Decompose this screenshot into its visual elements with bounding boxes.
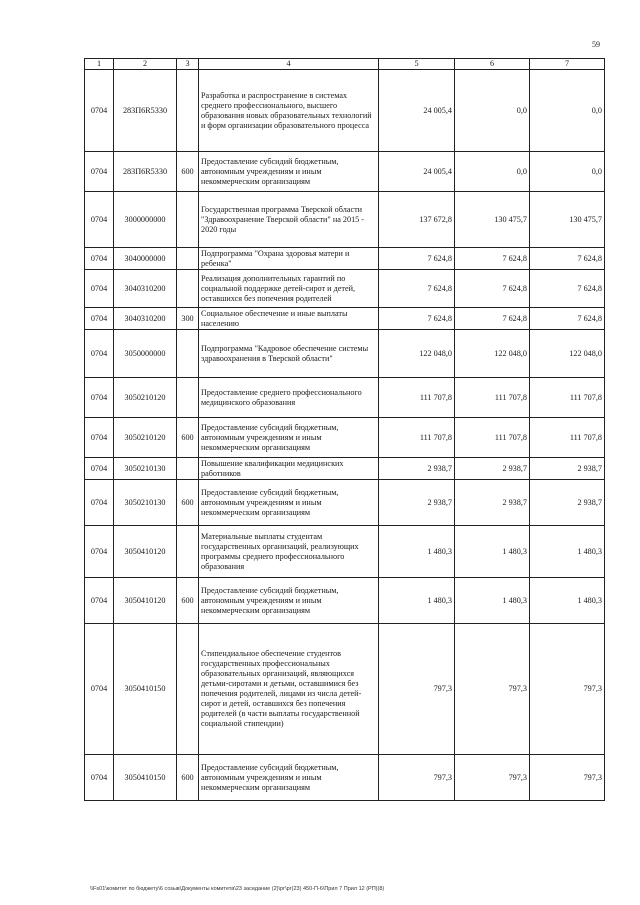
amount-cell: 797,3 <box>455 755 530 801</box>
table-header-row <box>85 59 605 70</box>
description-cell: Разработка и распространение в системах среднего профессионального, высшего образования новых образовательных технологий и форм организации образовательного процесса <box>199 70 379 152</box>
expense-type-cell: 600 <box>177 480 199 526</box>
amount-cell: 0,0 <box>455 70 530 152</box>
description-cell: Предоставление субсидий бюджетным, автономным учреждениям и иным некоммерческим организациям <box>199 755 379 801</box>
table-body <box>85 70 605 801</box>
amount-cell: 797,3 <box>530 755 605 801</box>
table-row <box>85 378 605 418</box>
section-cell: 0704 <box>85 70 114 152</box>
section-cell: 0704 <box>85 755 114 801</box>
table-row <box>85 70 605 152</box>
column-header: 5 <box>379 59 455 70</box>
expense-type-cell <box>177 330 199 378</box>
column-header: 7 <box>530 59 605 70</box>
amount-cell: 2 938,7 <box>530 458 605 480</box>
description-cell: Социальное обеспечение и иные выплаты населению <box>199 308 379 330</box>
budget-table <box>84 58 605 801</box>
expense-type-cell <box>177 70 199 152</box>
section-cell: 0704 <box>85 526 114 578</box>
table-row <box>85 578 605 624</box>
description-cell: Реализация дополнительных гарантий по социальной поддержке детей-сирот и детей, оставшихся без попечения родителей <box>199 270 379 308</box>
column-header: 2 <box>114 59 177 70</box>
amount-cell: 130 475,7 <box>530 192 605 248</box>
amount-cell: 122 048,0 <box>379 330 455 378</box>
column-header: 1 <box>85 59 114 70</box>
amount-cell: 2 938,7 <box>530 480 605 526</box>
code-cell: 3050410120 <box>114 578 177 624</box>
section-cell: 0704 <box>85 308 114 330</box>
amount-cell: 111 707,8 <box>530 378 605 418</box>
amount-cell: 111 707,8 <box>379 418 455 458</box>
amount-cell: 797,3 <box>379 755 455 801</box>
table-row <box>85 152 605 192</box>
table-row <box>85 624 605 755</box>
code-cell: 3000000000 <box>114 192 177 248</box>
amount-cell: 797,3 <box>530 624 605 755</box>
amount-cell: 111 707,8 <box>455 418 530 458</box>
section-cell: 0704 <box>85 192 114 248</box>
expense-type-cell <box>177 270 199 308</box>
amount-cell: 1 480,3 <box>530 578 605 624</box>
amount-cell: 7 624,8 <box>455 248 530 270</box>
description-cell: Стипендиальное обеспечение студентов государственных профессиональных образовательных организаций, являющихся детьми-сиротами и детьми, оставшимися без попечения родителей, лицами из числа детей-сирот и детей, оставшихся без попечения родителей (в части выплаты государственной социальной стипендии) <box>199 624 379 755</box>
description-cell: Государственная программа Тверской области "Здравоохранение Тверской области" на 2015 - 2020 годы <box>199 192 379 248</box>
description-cell: Предоставление субсидий бюджетным, автономным учреждениям и иным некоммерческим организациям <box>199 480 379 526</box>
amount-cell: 7 624,8 <box>455 270 530 308</box>
table-row <box>85 458 605 480</box>
expense-type-cell: 600 <box>177 418 199 458</box>
code-cell: 3050210120 <box>114 418 177 458</box>
amount-cell: 2 938,7 <box>379 480 455 526</box>
table-row <box>85 270 605 308</box>
section-cell: 0704 <box>85 248 114 270</box>
section-cell: 0704 <box>85 330 114 378</box>
amount-cell: 797,3 <box>379 624 455 755</box>
page-number: 59 <box>592 40 600 49</box>
file-path-footer: \\Fs01\комитет по бюджету\6 созыв\Документы комитета\23 заседание (2)\рг\рг(23) 450-П-6\Прил 7 Прил 12 (РП)(8) <box>90 886 385 892</box>
amount-cell: 24 005,4 <box>379 70 455 152</box>
expense-type-cell: 600 <box>177 152 199 192</box>
amount-cell: 7 624,8 <box>530 248 605 270</box>
table-row <box>85 418 605 458</box>
description-cell: Предоставление субсидий бюджетным, автономным учреждениям и иным некоммерческим организациям <box>199 152 379 192</box>
description-cell: Повышение квалификации медицинских работников <box>199 458 379 480</box>
code-cell: 3050000000 <box>114 330 177 378</box>
column-header: 3 <box>177 59 199 70</box>
table-row <box>85 755 605 801</box>
amount-cell: 7 624,8 <box>379 308 455 330</box>
section-cell: 0704 <box>85 378 114 418</box>
code-cell: 3040310200 <box>114 270 177 308</box>
table-row <box>85 308 605 330</box>
amount-cell: 122 048,0 <box>530 330 605 378</box>
description-cell: Материальные выплаты студентам государственных организаций, реализующих программы среднего профессионального образования <box>199 526 379 578</box>
description-cell: Предоставление среднего профессионального медицинского образования <box>199 378 379 418</box>
amount-cell: 7 624,8 <box>530 308 605 330</box>
amount-cell: 7 624,8 <box>379 248 455 270</box>
section-cell: 0704 <box>85 624 114 755</box>
description-cell: Предоставление субсидий бюджетным, автономным учреждениям и иным некоммерческим организациям <box>199 418 379 458</box>
code-cell: 283П6R5330 <box>114 70 177 152</box>
expense-type-cell: 600 <box>177 755 199 801</box>
section-cell: 0704 <box>85 458 114 480</box>
amount-cell: 1 480,3 <box>455 578 530 624</box>
amount-cell: 1 480,3 <box>530 526 605 578</box>
expense-type-cell <box>177 526 199 578</box>
code-cell: 3050210130 <box>114 480 177 526</box>
amount-cell: 7 624,8 <box>379 270 455 308</box>
column-header: 4 <box>199 59 379 70</box>
table-row <box>85 192 605 248</box>
amount-cell: 0,0 <box>530 70 605 152</box>
amount-cell: 1 480,3 <box>455 526 530 578</box>
expense-type-cell: 600 <box>177 578 199 624</box>
code-cell: 3050210120 <box>114 378 177 418</box>
amount-cell: 130 475,7 <box>455 192 530 248</box>
amount-cell: 797,3 <box>455 624 530 755</box>
amount-cell: 7 624,8 <box>530 270 605 308</box>
amount-cell: 137 672,8 <box>379 192 455 248</box>
table-row <box>85 248 605 270</box>
code-cell: 3050410120 <box>114 526 177 578</box>
expense-type-cell <box>177 624 199 755</box>
expense-type-cell <box>177 248 199 270</box>
code-cell: 3040000000 <box>114 248 177 270</box>
code-cell: 3040310200 <box>114 308 177 330</box>
description-cell: Подпрограмма "Охрана здоровья матери и ребенка" <box>199 248 379 270</box>
amount-cell: 111 707,8 <box>379 378 455 418</box>
amount-cell: 7 624,8 <box>455 308 530 330</box>
amount-cell: 2 938,7 <box>455 480 530 526</box>
amount-cell: 24 005,4 <box>379 152 455 192</box>
amount-cell: 2 938,7 <box>379 458 455 480</box>
amount-cell: 122 048,0 <box>455 330 530 378</box>
section-cell: 0704 <box>85 480 114 526</box>
table-row <box>85 330 605 378</box>
section-cell: 0704 <box>85 152 114 192</box>
table-row <box>85 526 605 578</box>
expense-type-cell <box>177 192 199 248</box>
section-cell: 0704 <box>85 270 114 308</box>
section-cell: 0704 <box>85 418 114 458</box>
amount-cell: 111 707,8 <box>455 378 530 418</box>
code-cell: 3050210130 <box>114 458 177 480</box>
description-cell: Подпрограмма "Кадровое обеспечение системы здравоохранения в Тверской области" <box>199 330 379 378</box>
table-row <box>85 480 605 526</box>
expense-type-cell <box>177 378 199 418</box>
column-header: 6 <box>455 59 530 70</box>
amount-cell: 111 707,8 <box>530 418 605 458</box>
section-cell: 0704 <box>85 578 114 624</box>
code-cell: 3050410150 <box>114 755 177 801</box>
expense-type-cell <box>177 458 199 480</box>
amount-cell: 1 480,3 <box>379 578 455 624</box>
amount-cell: 2 938,7 <box>455 458 530 480</box>
code-cell: 3050410150 <box>114 624 177 755</box>
amount-cell: 0,0 <box>530 152 605 192</box>
amount-cell: 1 480,3 <box>379 526 455 578</box>
description-cell: Предоставление субсидий бюджетным, автономным учреждениям и иным некоммерческим организациям <box>199 578 379 624</box>
amount-cell: 0,0 <box>455 152 530 192</box>
expense-type-cell: 300 <box>177 308 199 330</box>
code-cell: 283П6R5330 <box>114 152 177 192</box>
